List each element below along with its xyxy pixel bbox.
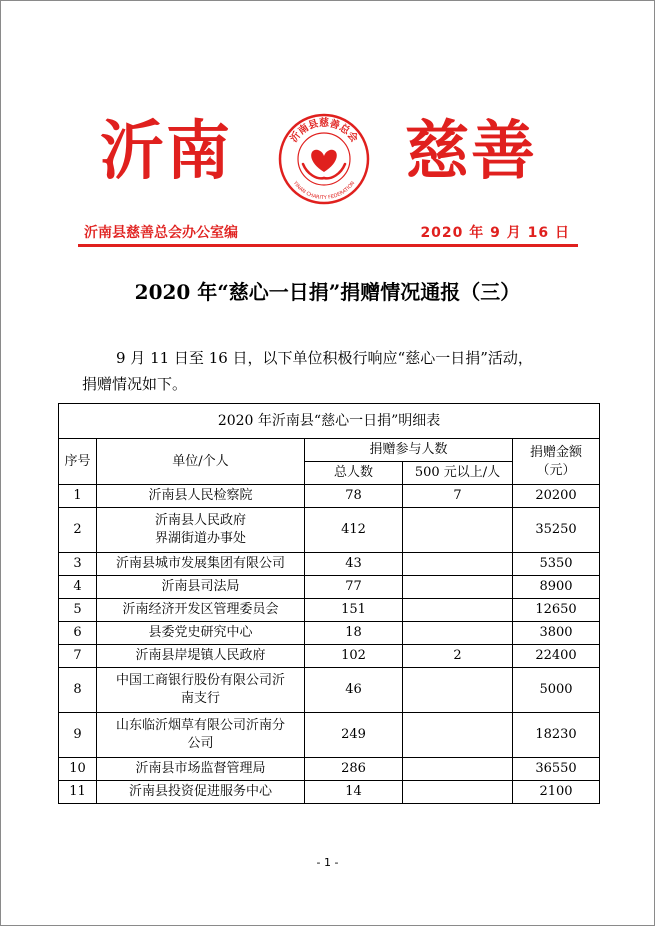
row-total: 286	[305, 758, 403, 781]
intro-line-1: 9 月 11 日至 16 日，以下单位积极行响应“慈心一日捐”活动，	[116, 349, 533, 367]
row-amount: 20200	[513, 485, 600, 508]
masthead-right-title: 慈善	[405, 114, 537, 189]
row-over500	[403, 713, 513, 758]
table-row	[59, 713, 600, 758]
header-participants: 捐赠参与人数	[305, 439, 513, 462]
header-unit: 单位/个人	[97, 439, 305, 485]
row-total: 151	[305, 599, 403, 622]
row-unit	[97, 645, 305, 668]
row-unit	[97, 622, 305, 645]
row-amount: 8900	[513, 576, 600, 599]
row-total: 46	[305, 668, 403, 713]
row-index: 10	[59, 758, 97, 781]
row-index: 6	[59, 622, 97, 645]
svg-text:沂南县慈善总会	[287, 116, 361, 145]
row-unit-line1: 沂南县司法局	[161, 579, 240, 594]
row-unit-line1: 山东临沂烟草有限公司沂南分	[115, 718, 285, 733]
row-amount: 12650	[513, 599, 600, 622]
row-index: 1	[59, 485, 97, 508]
table-title: 2020 年沂南县“慈心一日捐”明细表	[59, 404, 600, 439]
row-unit-line1: 沂南县人民检察院	[148, 488, 253, 503]
row-over500	[403, 668, 513, 713]
intro-line-2: 捐赠情况如下。	[82, 375, 188, 393]
row-unit-line1: 沂南县城市发展集团有限公司	[115, 556, 285, 571]
heart-hands-icon	[303, 150, 345, 179]
row-amount: 35250	[513, 508, 600, 553]
row-total: 102	[305, 645, 403, 668]
row-unit	[97, 668, 305, 713]
row-amount: 18230	[513, 713, 600, 758]
charity-logo	[277, 112, 371, 206]
header-amount-line2: （元）	[536, 462, 576, 478]
document-title: 2020 年“慈心一日捐”捐赠情况通报（三）	[134, 280, 521, 304]
header-amount	[513, 439, 600, 485]
table-row	[59, 553, 600, 576]
header-amount-line1: 捐赠金额	[530, 444, 583, 460]
row-amount: 22400	[513, 645, 600, 668]
logo-arc-text: 沂南县慈善总会	[288, 118, 360, 145]
header-total: 总人数	[305, 462, 403, 485]
row-index: 8	[59, 668, 97, 713]
row-amount: 36550	[513, 758, 600, 781]
row-total: 14	[305, 781, 403, 804]
row-unit-line1: 沂南县岸堤镇人民政府	[135, 648, 266, 663]
row-unit	[97, 508, 305, 553]
row-unit-line1: 沂南经济开发区管理委员会	[122, 602, 279, 617]
row-unit	[97, 576, 305, 599]
table-row	[59, 758, 600, 781]
row-total: 78	[305, 485, 403, 508]
table-row	[59, 645, 600, 668]
row-total: 77	[305, 576, 403, 599]
row-index: 9	[59, 713, 97, 758]
row-over500	[403, 553, 513, 576]
row-unit-line2: 界湖街道办事处	[154, 531, 246, 546]
row-index: 7	[59, 645, 97, 668]
row-amount: 5000	[513, 668, 600, 713]
row-index: 2	[59, 508, 97, 553]
row-unit-line1: 县委党史研究中心	[148, 625, 253, 640]
row-over500: 2	[403, 645, 513, 668]
row-amount: 3800	[513, 622, 600, 645]
row-unit	[97, 713, 305, 758]
row-over500	[403, 576, 513, 599]
row-total: 43	[305, 553, 403, 576]
intro-paragraph	[82, 345, 582, 397]
row-unit-line1: 中国工商银行股份有限公司沂	[115, 673, 285, 688]
masthead	[0, 112, 655, 202]
page-number: - 1 -	[316, 856, 339, 869]
row-total: 18	[305, 622, 403, 645]
row-total: 249	[305, 713, 403, 758]
row-total: 412	[305, 508, 403, 553]
table-row	[59, 599, 600, 622]
table-row	[59, 668, 600, 713]
row-index: 4	[59, 576, 97, 599]
row-unit-line2: 南支行	[180, 691, 220, 706]
publisher-label: 沂南县慈善总会办公室编	[84, 225, 238, 241]
logo-bottom-text: YINAN CHARITY FEDERATION	[291, 180, 357, 202]
issue-date: 2020 年 9 月 16 日	[420, 225, 570, 241]
table-row	[59, 576, 600, 599]
header-index: 序号	[59, 439, 97, 485]
row-over500	[403, 599, 513, 622]
row-unit-line1: 沂南县市场监督管理局	[135, 761, 266, 776]
header-divider	[78, 244, 578, 247]
row-amount: 2100	[513, 781, 600, 804]
row-unit	[97, 599, 305, 622]
row-over500	[403, 508, 513, 553]
row-unit-line1: 沂南县人民政府	[154, 513, 246, 528]
row-index: 11	[59, 781, 97, 804]
row-unit	[97, 485, 305, 508]
masthead-left-title: 沂南	[100, 114, 232, 189]
row-over500	[403, 781, 513, 804]
row-unit	[97, 553, 305, 576]
header-over500: 500 元以上/人	[403, 462, 513, 485]
row-over500	[403, 622, 513, 645]
row-unit-line2: 公司	[187, 736, 214, 751]
row-amount: 5350	[513, 553, 600, 576]
row-index: 3	[59, 553, 97, 576]
row-over500	[403, 758, 513, 781]
table-row	[59, 781, 600, 804]
row-index: 5	[59, 599, 97, 622]
row-unit	[97, 758, 305, 781]
table-row	[59, 485, 600, 508]
header-info	[78, 222, 580, 244]
row-unit-line1: 沂南县投资促进服务中心	[128, 784, 272, 799]
donation-table	[58, 403, 600, 804]
row-over500: 7	[403, 485, 513, 508]
table-row	[59, 508, 600, 553]
row-unit	[97, 781, 305, 804]
table-row	[59, 622, 600, 645]
